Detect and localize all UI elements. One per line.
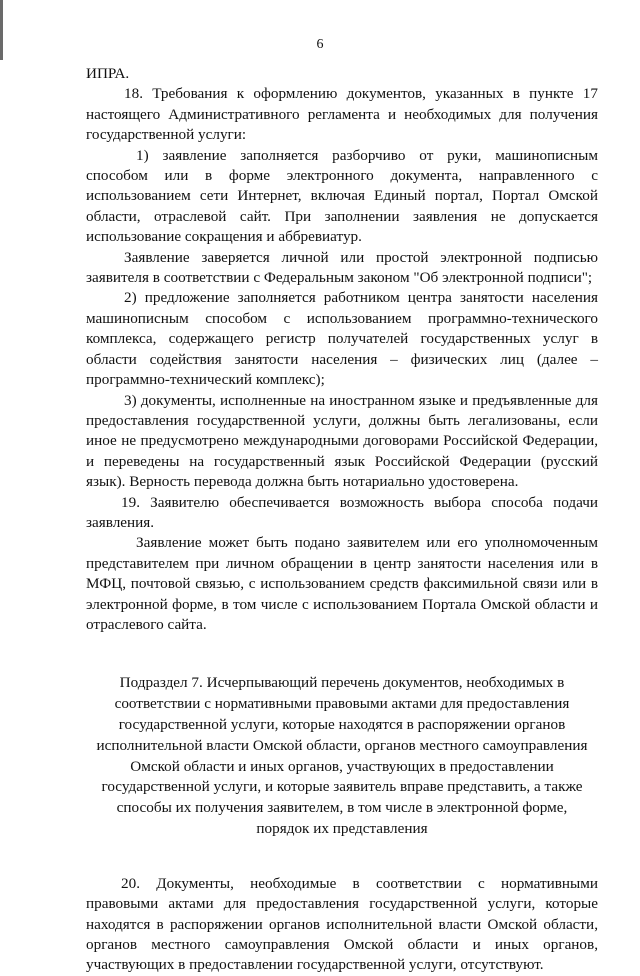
- paragraph-item-18-1: 1) заявление заполняется разборчиво от руки, машинописным способом или в форме электронного документа, направленного с использованием сети Интернет, включая Единый портал, Портал Омской области, отраслевой сайт. При заполнении заявления не допускается использование сокращения и аббревиатур.: [86, 146, 598, 246]
- paragraph-item-19: 19. Заявителю обеспечивается возможность выбора способа подачи заявления.: [86, 493, 598, 531]
- paragraph-item-18: 18. Требования к оформлению документов, указанных в пункте 17 настоящего Административного регламента и необходимых для получения государственной услуги:: [86, 85, 598, 144]
- page-number: 6: [316, 37, 324, 52]
- subsection-7-title: Подраздел 7. Исчерпывающий перечень документов, необходимых в соответствии с нормативными правовыми актами для предоставления государственной услуги, которые находятся в распоряжении органов исполнительной власти Омской области, органов местного самоуправления Омской области и иных органов, участвующих в предоставлении государственной услуги, и которые заявитель вправе представить, а также способы их получения заявителем, в том числе в электронной форме, порядок их представления: [96, 674, 588, 837]
- paragraph-item-18-2: 2) предложение заполняется работником центра занятости населения машинописным способом с использованием программно-технического комплекса, содержащего регистр получателей государственных услуг в области содействия занятости населения – физических лиц (далее – программно-технический комплекс);: [86, 289, 598, 389]
- paragraph-item-18-3: 3) документы, исполненные на иностранном языке и предъявленные для предоставления государственной услуги, должны быть легализованы, если иное не предусмотрено международными договорами Российской Федерации, и переведены на государственный язык Российской Федерации (русский язык). Верность перевода должна быть нотариально удостоверена.: [86, 391, 598, 491]
- paragraph-signature: Заявление заверяется личной или простой электронной подписью заявителя в соответствии с Федеральным законом "Об электронной подписи";: [86, 248, 598, 287]
- paragraph-ipra-continuation: ИПРА.: [86, 65, 130, 82]
- paragraph-submission: Заявление может быть подано заявителем или его уполномоченным представителем при личном обращении в центр занятости населения или в МФЦ, почтовой связью, с использованием средств факсимильной связи или в электронной форме, в том числе с использованием Портала Омской области и отраслевого сайта.: [86, 534, 598, 633]
- paragraph-item-20: 20. Документы, необходимые в соответствии с нормативными правовыми актами для предоставления государственной услуги, которые находятся в распоряжении органов исполнительной власти Омской области, органов местного самоуправления Омской области и иных органов, участвующих в предоставлении государственной услуги, отсутствуют.: [86, 874, 598, 974]
- document-body: [86, 64, 598, 976]
